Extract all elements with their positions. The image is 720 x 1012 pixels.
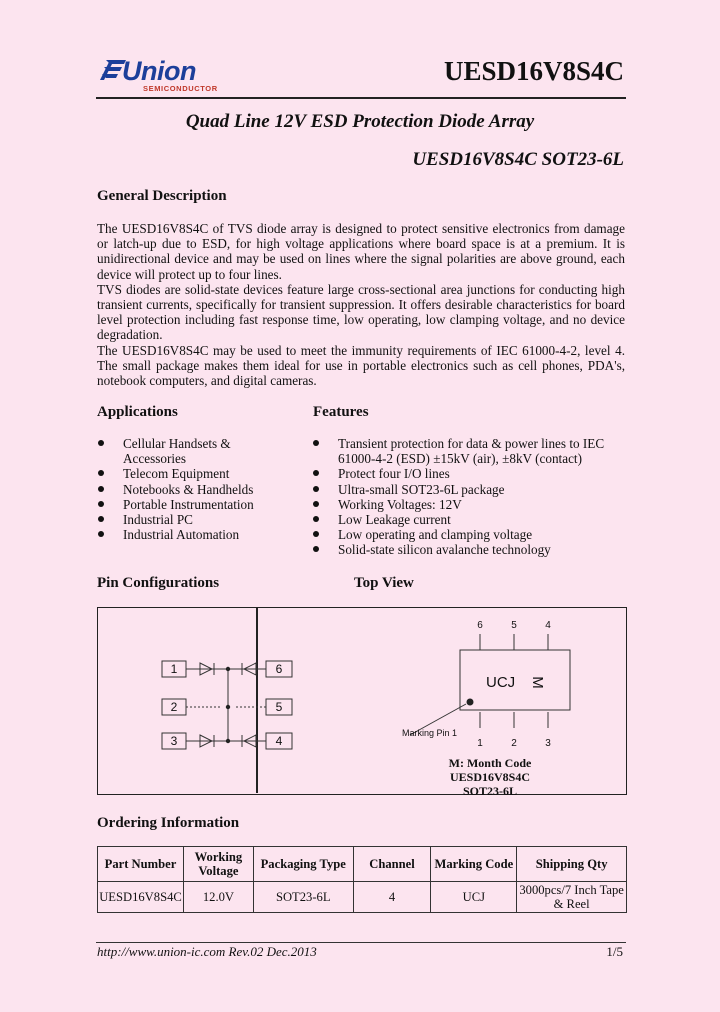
column-header: Channel — [353, 847, 431, 882]
general-paragraph-3: The UESD16V8S4C may be used to meet the immunity requirements of IEC 61000-4-2, level 4. The small package makes them ideal for use in portable electronics such as cell phones, PDA's, notebook computers, and digital cameras. — [97, 342, 625, 389]
general-paragraph-2: TVS diodes are solid-state devices feature large cross-sectional area junctions for conducting high transient currents, specifically for transient suppression. It offers desirable characteristics for board level protection including fast response time, low operating, low clamping voltage, and no device degradation. — [97, 281, 625, 343]
pin-label-2: 2 — [170, 700, 178, 714]
table-header-row — [98, 847, 627, 882]
caption-part-number: UESD16V8S4C — [449, 770, 530, 784]
column-header: Packaging Type — [253, 847, 353, 882]
footer-rule — [96, 942, 626, 943]
table-cell: 3000pcs/7 Inch Tape & Reel — [517, 882, 627, 913]
features-list — [313, 436, 625, 558]
caption-month-code: M: Month Code — [448, 756, 532, 770]
caption-package: SOT23-6L — [462, 784, 517, 798]
general-description-heading: General Description — [97, 188, 227, 204]
footer-url-revision: http://www.union-ic.com Rev.02 Dec.2013 — [97, 944, 317, 959]
header-part-number: UESD16V8S4C — [443, 56, 624, 86]
bottom-pin-2: 2 — [511, 738, 517, 749]
pin-label-6: 6 — [275, 662, 283, 676]
logo-subtitle: SEMICONDUCTOR — [143, 84, 218, 93]
header-rule — [96, 97, 626, 99]
column-header: Marking Code — [431, 847, 517, 882]
list-item: Ultra-small SOT23-6L package — [313, 482, 625, 497]
bottom-pin-1: 1 — [477, 738, 483, 749]
marking-pin-label: Marking Pin 1 — [402, 728, 458, 738]
ordering-heading: Ordering Information — [97, 815, 240, 831]
pin-label-1: 1 — [170, 662, 178, 676]
list-item: Protect four I/O lines — [313, 466, 625, 481]
table-cell: 4 — [353, 882, 431, 913]
list-item: Portable Instrumentation — [98, 497, 258, 512]
features-heading: Features — [313, 404, 369, 420]
table-row — [98, 882, 627, 913]
list-item: Low Leakage current — [313, 512, 625, 527]
list-item: Solid-state silicon avalanche technology — [313, 542, 625, 557]
package-marking-code: UCJ — [486, 674, 516, 691]
pin-config-heading: Pin Configurations — [97, 575, 220, 591]
bottom-pin-3: 3 — [545, 738, 551, 749]
top-pin-4: 4 — [545, 620, 551, 631]
pin-label-4: 4 — [275, 734, 283, 748]
list-item: Notebooks & Handhelds — [98, 482, 258, 497]
general-paragraph-1: The UESD16V8S4C of TVS diode array is designed to protect sensitive electronics from damage or latch-up due to ESD, for high voltage applications where board space is at a premium. It is unidirectional device and may be used on lines where the signal polarities are above ground, each device will protect up to four lines. — [97, 221, 625, 282]
list-item: Industrial Automation — [98, 527, 258, 542]
list-item: Working Voltages: 12V — [313, 497, 625, 512]
top-pin-6: 6 — [477, 620, 483, 631]
document-subtitle: UESD16V8S4C SOT23-6L — [412, 149, 624, 170]
ordering-table — [97, 846, 627, 913]
column-header: Working Voltage — [183, 847, 253, 882]
column-header: Part Number — [98, 847, 184, 882]
top-pin-5: 5 — [511, 620, 517, 631]
applications-list — [98, 436, 258, 542]
list-item: Transient protection for data & power lines to IEC 61000-4-2 (ESD) ±15kV (air), ±8kV (contact) — [313, 436, 625, 466]
pin-label-5: 5 — [275, 700, 283, 714]
table-cell: SOT23-6L — [253, 882, 353, 913]
applications-heading: Applications — [97, 404, 178, 420]
general-description-body — [97, 221, 625, 388]
document-title: Quad Line 12V ESD Protection Diode Array — [185, 111, 535, 132]
list-item: Cellular Handsets & Accessories — [98, 436, 258, 466]
pin-label-3: 3 — [170, 734, 178, 748]
logo-text: Union — [122, 56, 196, 86]
list-item: Low operating and clamping voltage — [313, 527, 625, 542]
top-view-heading: Top View — [354, 575, 414, 591]
table-cell: UESD16V8S4C — [98, 882, 184, 913]
list-item: Industrial PC — [98, 512, 258, 527]
page-number: 1/5 — [606, 944, 623, 959]
month-code-mark: M — [528, 676, 546, 689]
list-item: Telecom Equipment — [98, 466, 258, 481]
table-cell: UCJ — [431, 882, 517, 913]
table-cell: 12.0V — [183, 882, 253, 913]
column-header: Shipping Qty — [517, 847, 627, 882]
